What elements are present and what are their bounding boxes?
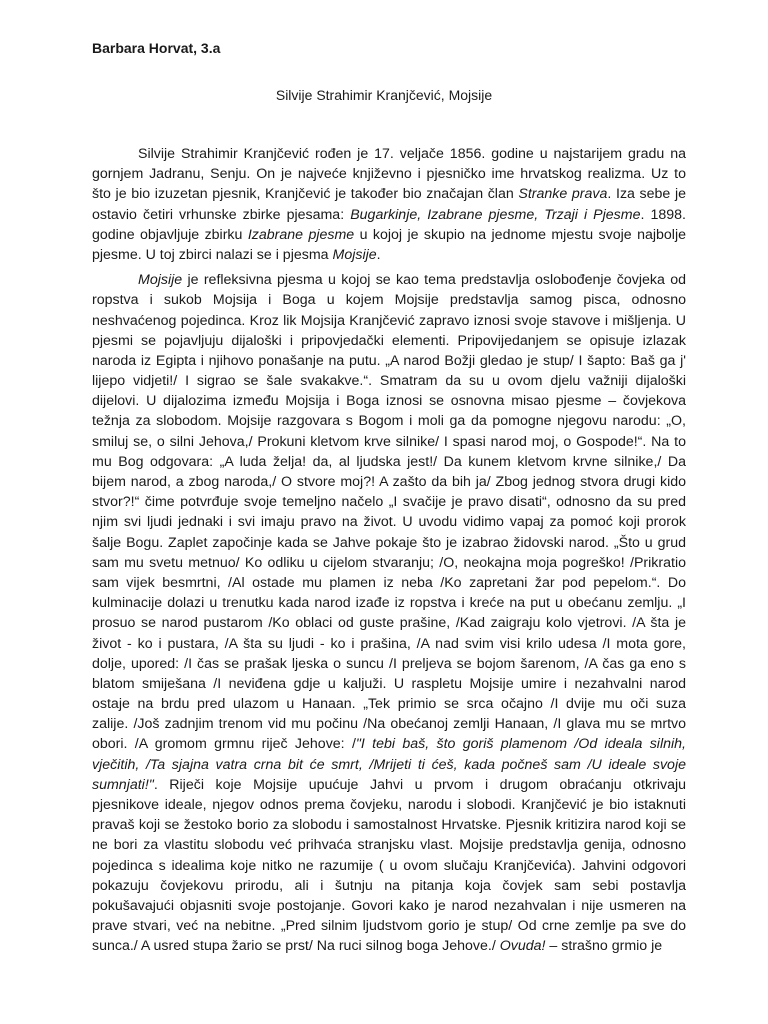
text-run: pojedinca s idealima koje nitko ne razumije ( u ovom slučaju Kranjčevića). Jahvini odgovori [92,857,686,874]
italic-text: Bugarkinje, Izabrane pjesme, Trzaji i Pjesme [350,206,641,223]
text-line [92,432,686,452]
text-run: prosuo se narod pustarom /Ko oblaci od guste prašine, /Kad zaigraju kolo vjetrovi. /A šta je [92,615,686,632]
text-run: blatom smiješana /I neviđena gdje u kaljuži. U raspletu Mojsije umire i nezahvalni narod [92,675,686,692]
text-run: njim svi ljudi jednaki i svi imaju pravo na život. U uvodu vidimo vapaj za pomoć koji prorok [92,514,686,531]
text-run: smiluj se, o silni Jehova,/ Prokuni kletvom krve silnike/ I spasi narod moj, o Gospode!“. Na to [92,433,686,450]
text-run: . Iza sebe je [607,186,686,203]
text-run: šalje Bogu. Zaplet započinje kada se Jahve pokaje što je izabrao židovski narod. „Što u grud [92,534,686,551]
italic-text: Mojsije [332,246,377,263]
text-line [92,144,686,164]
text-run: Silvije Strahimir Kranjčević rođen je 17. veljače 1856. godine u najstarijem gradu na [138,146,686,162]
text-run: težnja za slobodom. Mojsije razgovara s Bogom i moli ga da pomogne njegovu narodu: „O, [92,413,686,430]
text-line [92,795,686,815]
text-run: stvor?!“ čime potvrđuje svoje temeljno načelo „I svačije je pravo disati“, odnosno da su pred [92,494,686,511]
text-run: bijem narod, a zbog naroda,/ O stvore moj?! A zašto da bih ja/ Zbog jednog stvora drugi kido [92,474,686,490]
text-run: ne bori za vlastitu slobodu već prihvaća stranjsku vlast. Mojsije predstavlja genija, odnosno [92,837,686,854]
text-line [92,775,686,795]
italic-text: vječitih, /Ta sjajna vatra crna bit će smrt, /Mrijeti ti ćeš, kada počneš sam /U ideale svoje [92,756,686,773]
text-line [92,835,686,855]
text-line [92,634,686,654]
text-line [92,290,686,310]
text-run: život - ko i pustara, /A šta su ljudi - ko i prašina, /A nad svim visi krilo udesa /I mota gore, [92,635,686,652]
text-line [92,472,686,492]
text-line [92,553,686,573]
text-run: prave stvari, već na nebitne. „Pred silnim ljudstvom gorio je stup/ Od crne zemlje pa sve do [92,918,686,935]
text-line [92,573,686,593]
text-line [92,654,686,674]
text-line [92,714,686,734]
text-line [92,371,686,391]
text-run: mu Bog odgovara: „A luda želja! da, al ljudska jest!/ Da kunem kletvom krvne silnike,/ Da [92,453,686,470]
text-line [92,452,686,472]
text-line [92,896,686,916]
text-run: lijepo vidjeti!/ I sigrao se šale svakakve.“. Smatram da su u ovom djelu važniji dijaloški [92,373,686,390]
italic-text: sumnjati!" [92,776,154,793]
italic-text: Stranke prava [518,186,608,203]
text-line [92,225,686,245]
text-run: ostaje na brdu pred ulazom u Hanaan. „Tek primio se srca očajno /I dvije mu oči suza [92,696,686,713]
text-line [92,492,686,512]
text-run: . Riječi koje Mojsije upućuje Jahvi u prvom i drugom obraćanju otkrivaju [153,776,686,793]
text-line [92,815,686,835]
text-line [92,916,686,936]
text-line [92,512,686,532]
text-line [92,936,686,956]
text-line [92,311,686,331]
text-run: sam vijek besmrtni, /Al ostade mu plamen iz neba /Ko zapretani žar pod pepelom.“. Do [92,574,686,591]
text-line [92,351,686,371]
italic-text: "I tebi baš, što goriš plamenom /Od ideala silnih, [355,736,686,753]
text-line [92,734,686,754]
text-run: . [376,246,381,263]
author-line: Barbara Horvat, 3.a [92,40,221,56]
text-line [92,391,686,411]
text-run: pravaš koji se žestoko borio za slobodu i samostalnost Hrvatske. Pjesnik kritizira narod koji se [92,817,686,834]
text-line [92,533,686,553]
text-line [92,411,686,431]
text-line [92,331,686,351]
text-run: pjesmi se pojavljuju dijaloški i pripovjedački elementi. Pripovijedanjem se opisuje izlazak [92,332,686,349]
text-run: što je bio izuzetan pjesnik, Kranjčević je također bio značajan član [92,186,519,203]
text-line [92,856,686,876]
document-body [92,144,686,957]
text-run: . 1898. [640,206,686,223]
text-run: pjesme. U toj zbirci nalazi se i pjesma [92,246,333,263]
text-run: obori. /A gromom grmnu riječ Jehove: / [92,736,356,753]
italic-text: Ovuda! [499,938,546,955]
text-line [92,593,686,613]
text-line [92,270,686,290]
text-run: sunca./ A usred stupa žario se prst/ Na ruci silnog boga Jehove./ [92,938,500,955]
text-run: pokazuju čovjekovu prirodu, ali i šutnju na pitanja koja čovjek sam sebi postavlja [92,877,686,894]
text-run: – strašno grmio je [545,938,663,955]
paragraph-analysis [92,270,686,956]
text-run: kulminacije dolazi u trenutku kada narod izađe iz ropstva i kreće na put u obećanu zemlju. „I [92,595,686,612]
text-run: zalije. /Još zadnjim trenom vid mu počinu /Na obećanoj zemlji Hanaan, /I glava mu se mrtvo [92,716,686,733]
text-run: pjesnikove ideale, njegov odnos prema čovjeku, narodu i slobodi. Kranjčević je bio istaknuti [92,797,686,813]
paragraph-intro [92,144,686,265]
text-line [92,205,686,225]
document-title: Silvije Strahimir Kranjčević, Mojsije [275,87,493,103]
text-run: ostavio četiri vrhunske zbirke pjesama: [92,206,351,223]
text-line [92,184,686,204]
text-line [92,164,686,184]
text-run: godine objavljuje zbirku [92,226,248,243]
text-line [92,245,686,265]
text-line [92,876,686,896]
text-run: sam mu svetu metnuo/ Ko odliku u cijelom stvaranju; /O, neokajna moja pogreško! /Prikratio [92,554,686,571]
text-line [92,674,686,694]
text-run: dolje, upored: /I čas se prašak ljeska o suncu /I preljeva se bojom šarenom, /A čas ga eno s [92,655,686,672]
text-line [92,755,686,775]
text-run: ropstva i sukob Mojsija i Boga u kojem Mojsije predstavlja samog pisca, odnosno [92,292,686,309]
text-run: pokušavajući objasniti svoje postojanje. Govori kako je narod nezahvalan i nije usmeren na [92,897,686,914]
text-line [92,613,686,633]
text-run: neshvaćenog pojedinca. Kroz lik Mojsija Kranjčević zapravo iznosi svoje stavove i mišljenja. U [92,312,686,329]
italic-text: Mojsije [138,272,183,289]
text-run: je refleksivna pjesma u kojoj se kao tema predstavlja oslobođenje čovjeka od [182,272,686,289]
text-run: u kojoj je skupio na jednome mjestu svoje najbolje [354,226,686,243]
text-run: naroda iz Egipta i njihovo ponašanje na putu. „A narod Božji gledao je stup/ I šapto: Baš ga j' [92,352,686,369]
text-run: dijelovi. U dijalozima između Mojsija i Boga iznosi se osnovna misao pjesme – čovjekova [92,393,686,410]
text-line [92,694,686,714]
italic-text: Izabrane pjesme [247,226,355,243]
text-run: gornjem Jadranu, Senju. On je najveće književno i pjesničko ime hrvatskog realizma. Uz to [92,166,686,183]
